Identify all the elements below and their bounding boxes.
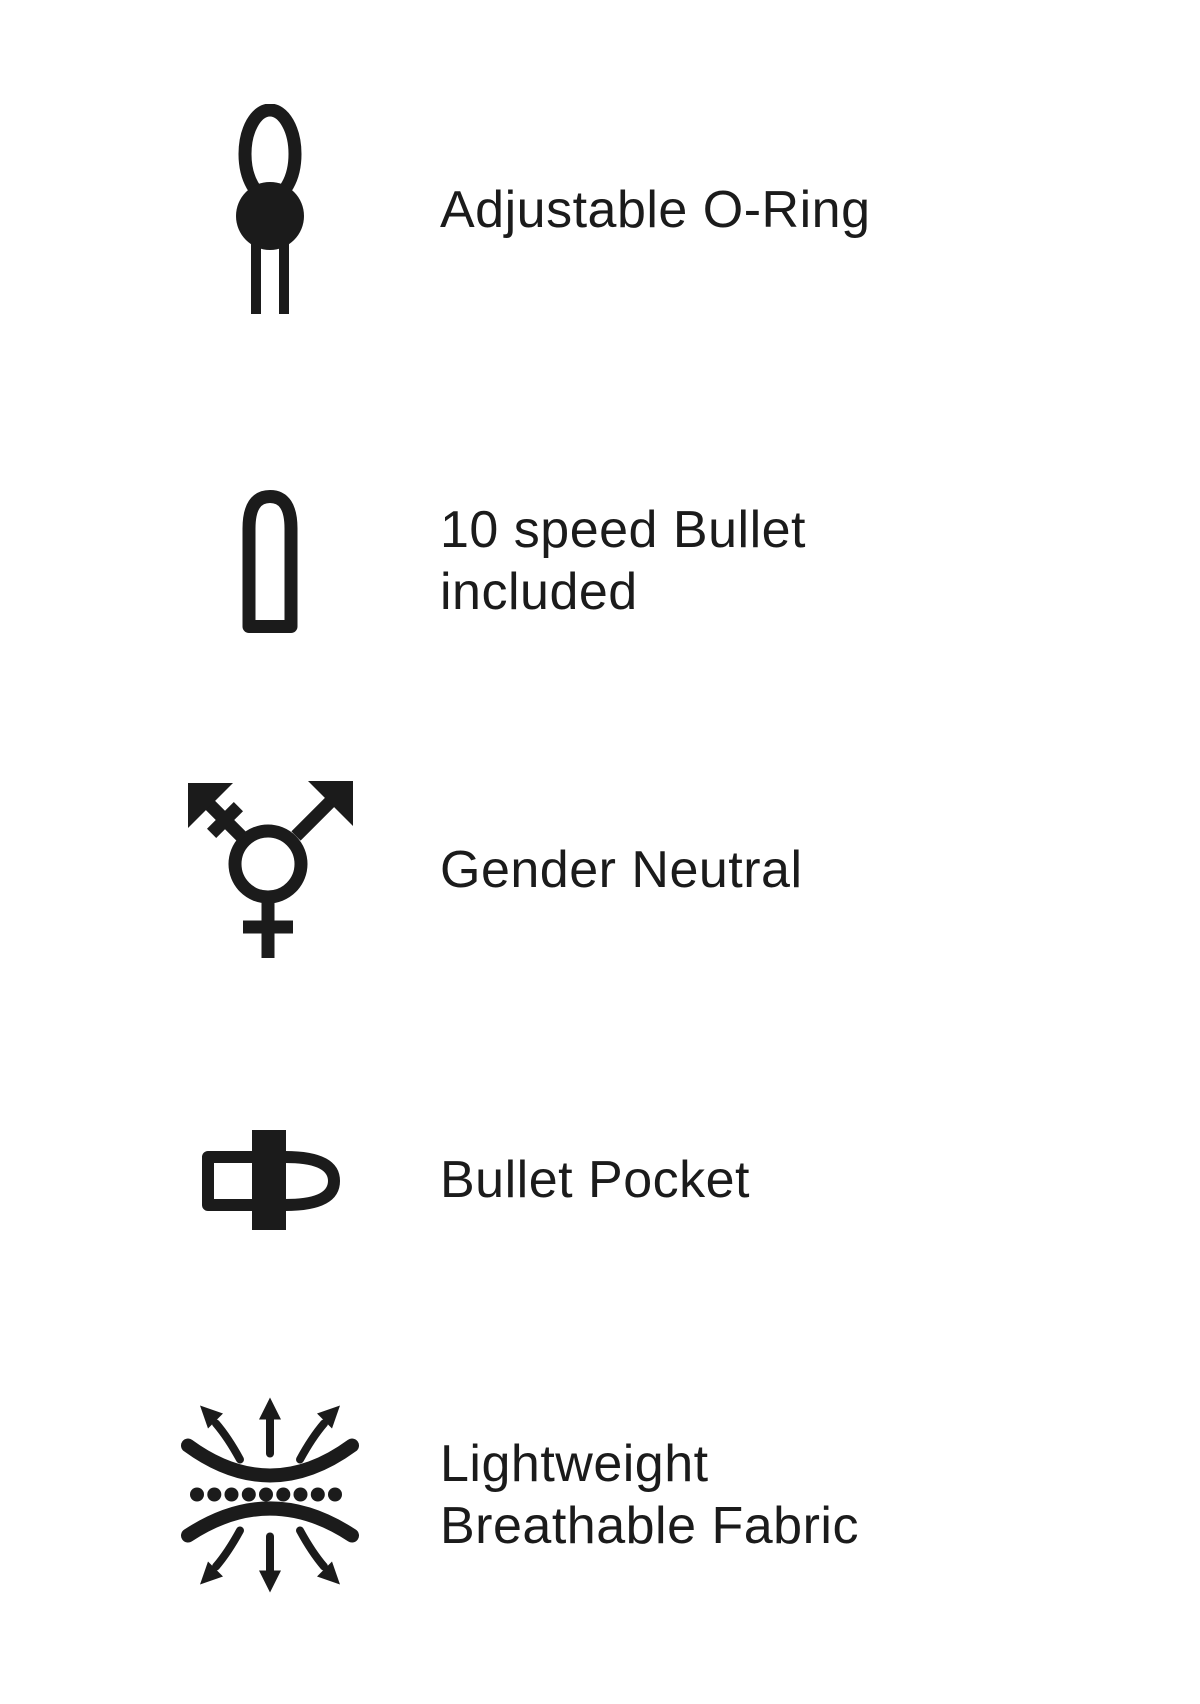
- feature-label-line: Breathable Fabric: [440, 1497, 859, 1555]
- breathable-fabric-icon: [180, 1398, 360, 1593]
- feature-row-adjustable-o-ring: [0, 95, 1200, 325]
- feature-row-gender-neutral: [0, 770, 1200, 970]
- icon-box: [160, 1130, 380, 1230]
- feature-label: [440, 179, 871, 241]
- feature-row-breathable-fabric: [0, 1395, 1200, 1595]
- feature-label: [440, 499, 806, 623]
- feature-label: [440, 1433, 859, 1557]
- icon-box: [160, 1398, 380, 1593]
- transgender-symbol-icon: [185, 776, 355, 964]
- feature-row-ten-speed-bullet: [0, 478, 1200, 643]
- feature-label-line: 10 speed Bullet: [440, 500, 806, 559]
- feature-label-line: included: [440, 562, 638, 621]
- cord-lock-icon: [215, 104, 325, 316]
- feature-label: [440, 839, 803, 901]
- icon-box: [160, 488, 380, 633]
- feature-row-bullet-pocket: [0, 1128, 1200, 1232]
- feature-label-line: Adjustable O-Ring: [440, 181, 871, 239]
- feature-label-line: Bullet Pocket: [440, 1151, 750, 1209]
- feature-label-line: Lightweight: [440, 1435, 709, 1493]
- icon-box: [160, 776, 380, 964]
- feature-label-line: Gender Neutral: [440, 841, 803, 899]
- bullet-pocket-icon: [200, 1130, 340, 1230]
- feature-label: [440, 1149, 750, 1211]
- icon-box: [160, 104, 380, 316]
- bullet-vibe-icon: [241, 488, 299, 633]
